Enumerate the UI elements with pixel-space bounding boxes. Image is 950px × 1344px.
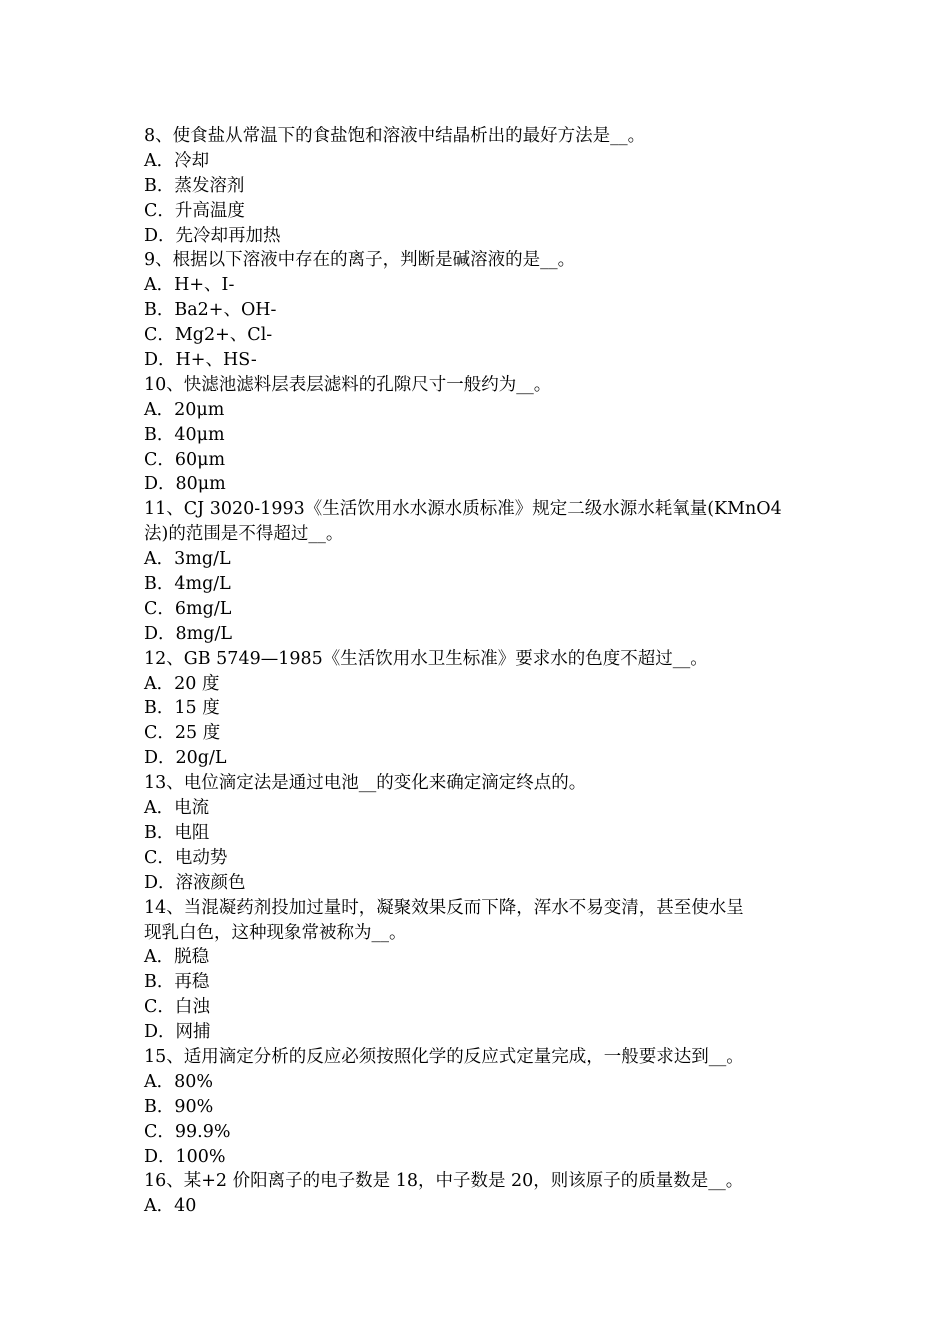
option-d: D．8mg/L	[144, 623, 232, 644]
question-stem-line-2: 现乳白色，这种现象常被称为__。	[144, 922, 407, 943]
question-stem-line-1: 14、当混凝药剂投加过量时，凝聚效果反而下降，浑水不易变清，甚至使水呈	[144, 897, 744, 918]
option-b: B．再稳	[144, 972, 210, 993]
option-b: B．15 度	[144, 698, 220, 719]
option-d: D．100%	[144, 1146, 226, 1167]
question-stem: 8、使食盐从常温下的食盐饱和溶液中结晶析出的最好方法是__。	[144, 126, 646, 146]
option-a: A．3mg/L	[144, 549, 231, 570]
option-c: C．升高温度	[144, 200, 245, 221]
question-stem: 16、某+2 价阳离子的电子数是 18，中子数是 20，则该原子的质量数是__。	[144, 1171, 744, 1192]
option-a: A．20 度	[144, 673, 220, 694]
option-c: C．白浊	[144, 997, 210, 1018]
option-c: C．电动势	[144, 847, 228, 868]
option-b: B．电阻	[144, 822, 210, 843]
option-a: A．80%	[144, 1071, 214, 1092]
option-c: C．60μm	[144, 449, 226, 470]
question-stem-line-2: 法)的范围是不得超过__。	[144, 524, 344, 545]
option-a: A．脱稳	[144, 947, 210, 968]
question-stem: 12、GB 5749—1985《生活饮用水卫生标准》要求水的色度不超过__。	[144, 648, 708, 669]
option-c: C．Mg2+、Cl-	[144, 325, 273, 346]
option-d: D．网捕	[144, 1022, 211, 1043]
option-d: D．溶液颜色	[144, 872, 246, 893]
question-stem: 15、适用滴定分析的反应必须按照化学的反应式定量完成，一般要求达到__。	[144, 1046, 744, 1067]
option-c: C．99.9%	[144, 1121, 231, 1142]
question-stem: 9、根据以下溶液中存在的离子，判断是碱溶液的是__。	[144, 250, 576, 271]
option-a: A．40	[144, 1196, 197, 1217]
option-d: D．先冷却再加热	[144, 225, 281, 246]
option-b: B．40μm	[144, 424, 225, 445]
option-d: D．H+、HS-	[144, 350, 257, 371]
option-c: C．25 度	[144, 723, 221, 744]
option-b: B．4mg/L	[144, 574, 231, 595]
option-b: B．蒸发溶剂	[144, 175, 245, 196]
question-stem: 10、快滤池滤料层表层滤料的孔隙尺寸一般约为__。	[144, 374, 552, 395]
question-stem: 13、电位滴定法是通过电池__的变化来确定滴定终点的。	[144, 773, 587, 794]
option-d: D．80μm	[144, 474, 226, 495]
option-d: D．20g/L	[144, 748, 227, 769]
question-stem-line-1: 11、CJ 3020-1993《生活饮用水水源水质标准》规定二级水源水耗氧量(KMnO4	[144, 499, 782, 520]
option-b: B．Ba2+、OH-	[144, 300, 277, 321]
option-a: A．电流	[144, 798, 210, 819]
option-c: C．6mg/L	[144, 598, 232, 619]
question-list	[144, 124, 814, 1219]
option-a: A．冷却	[144, 150, 210, 171]
option-a: A．H+、I-	[144, 275, 235, 296]
option-a: A．20μm	[144, 399, 225, 420]
option-b: B．90%	[144, 1096, 214, 1117]
